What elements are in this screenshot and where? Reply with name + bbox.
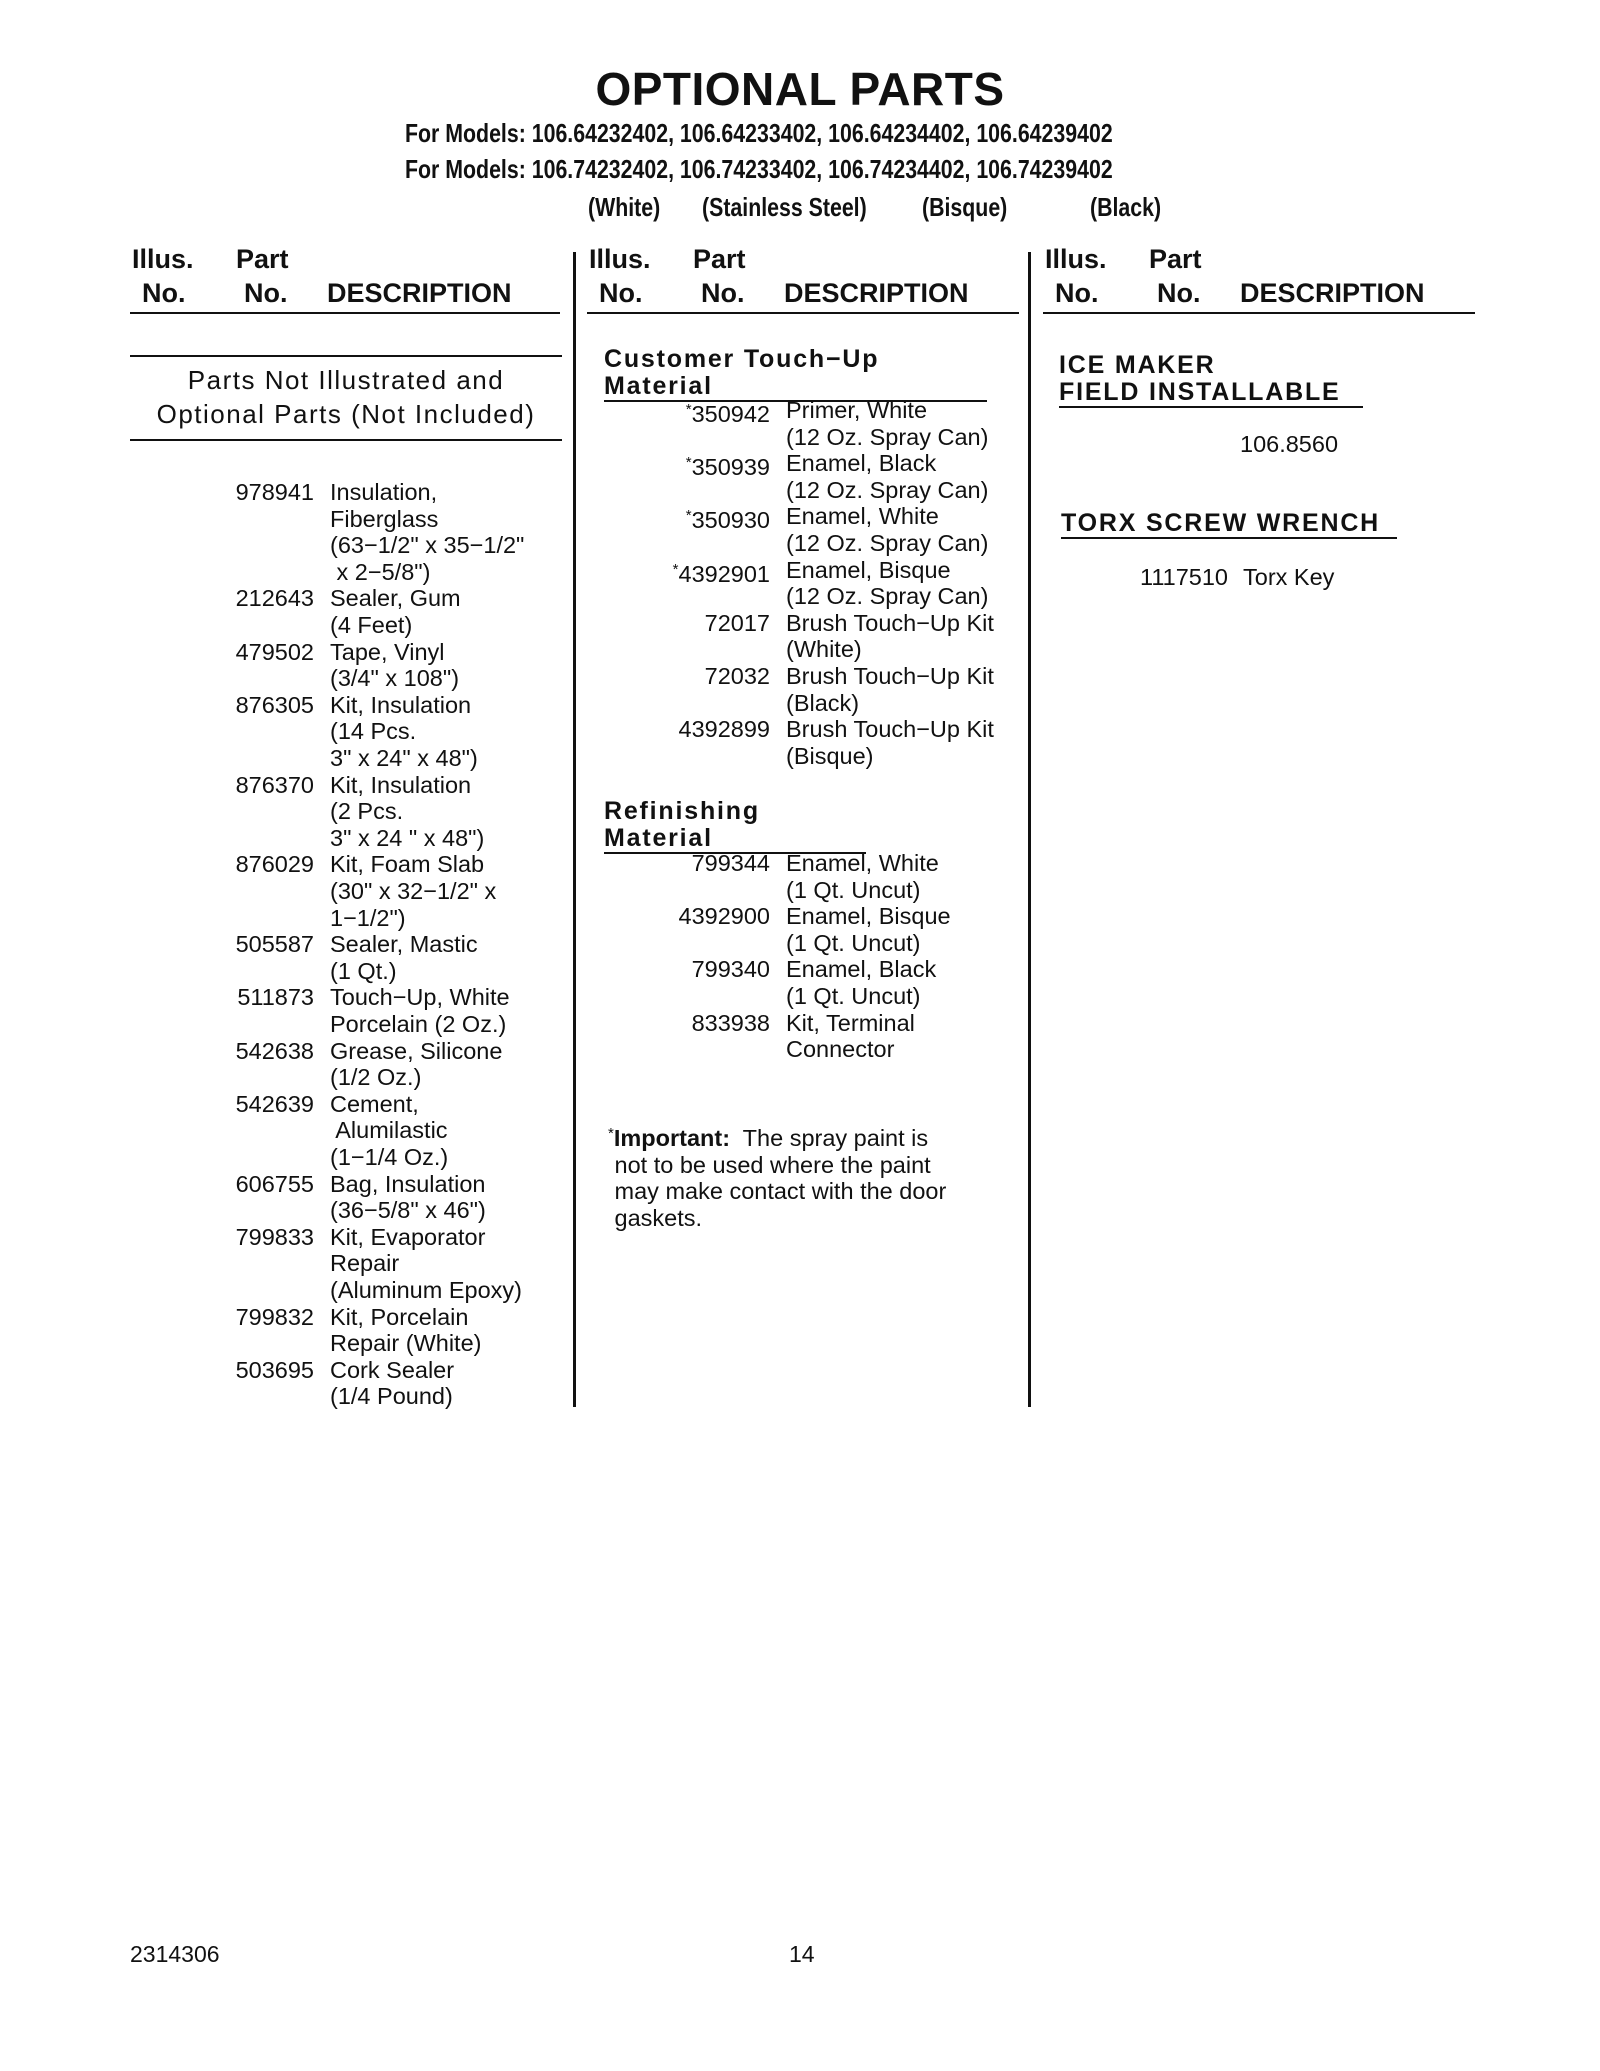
asterisk-mark: * (672, 560, 679, 578)
note-text: The spray paint is not to be used where the paint may make contact with the door gaskets. (614, 1125, 947, 1231)
asterisk-mark: * (685, 454, 692, 472)
column-header-1 (130, 244, 560, 314)
part-description: Enamel, Black (1 Qt. Uncut) (786, 956, 937, 1009)
section-torx-wrench: TORX SCREW WRENCH (1061, 510, 1397, 539)
header-part: Part (1149, 244, 1202, 274)
header-illus-no: No. (599, 278, 643, 308)
section-customer-touch-up: Customer Touch−Up Material (604, 346, 1024, 402)
part-description: Insulation, Fiberglass (63−1/2" x 35−1/2" x 2−5/8") (330, 479, 525, 585)
part-number: 876370 (235, 771, 314, 798)
section-not-illustrated (130, 355, 562, 441)
part-number: 212643 (235, 585, 314, 612)
column-header-3 (1043, 244, 1475, 314)
part-number: 72017 (704, 609, 770, 636)
header-part: Part (693, 244, 746, 274)
note-important-label: Important: (613, 1125, 731, 1151)
part-description: Cement, Alumilastic (1−1/4 Oz.) (330, 1090, 449, 1170)
part-number: 799833 (235, 1223, 314, 1250)
part-number: 479502 (235, 638, 314, 665)
header-illus: Illus. (132, 244, 194, 274)
column-divider-1 (573, 252, 576, 1407)
part-number: *350939 (685, 454, 770, 481)
part-number: 503695 (235, 1356, 314, 1383)
part-number: 833938 (691, 1009, 770, 1036)
part-description: Kit, Evaporator Repair (Aluminum Epoxy) (330, 1223, 522, 1303)
part-description: Bag, Insulation (36−5/8" x 46") (330, 1170, 486, 1224)
part-number: *4392901 (672, 560, 770, 587)
models-line-1: For Models: 106.64232402, 106.64233402, 106.64234402, 106.64239402 (405, 118, 1113, 148)
part-description: Kit, Insulation (14 Pcs. 3" x 24" x 48") (330, 691, 478, 771)
part-number: 799340 (691, 956, 770, 983)
part-description: Enamel, White (12 Oz. Spray Can) (786, 503, 989, 556)
part-description: Kit, Insulation (2 Pcs. 3" x 24 " x 48") (330, 771, 485, 851)
page-title: OPTIONAL PARTS (595, 63, 1005, 115)
part-number: 606755 (235, 1170, 314, 1197)
part-number: 542639 (235, 1090, 314, 1117)
part-description: Primer, White (12 Oz. Spray Can) (786, 397, 989, 450)
document-number: 2314306 (130, 1941, 220, 1967)
page-number: 14 (789, 1941, 815, 1967)
asterisk-mark: * (685, 507, 692, 525)
part-number: 72032 (704, 663, 770, 689)
color-stainless-steel: (Stainless Steel) (702, 192, 867, 222)
torx-description: Torx Key (1243, 564, 1335, 590)
column-divider-2 (1028, 252, 1031, 1407)
part-description: Kit, Foam Slab (30" x 32−1/2" x 1−1/2") (330, 851, 497, 931)
part-number: *350930 (685, 507, 770, 534)
section-ice-maker-line1: ICE MAKER (1059, 351, 1216, 379)
ice-maker-part-number: 106.8560 (1240, 431, 1339, 457)
header-part-no: No. (701, 278, 745, 308)
header-description: DESCRIPTION (784, 278, 969, 308)
part-number: 799344 (691, 850, 770, 876)
part-description: Enamel, Bisque (1 Qt. Uncut) (786, 903, 951, 956)
column-header-2 (587, 244, 1019, 314)
part-description: Brush Touch−Up Kit (Black) (786, 663, 994, 716)
part-number: 978941 (235, 479, 314, 505)
asterisk-mark: * (685, 401, 692, 418)
part-number: 542638 (235, 1037, 314, 1064)
part-number: 505587 (235, 931, 314, 958)
part-number: *350942 (685, 401, 770, 427)
header-description: DESCRIPTION (1240, 278, 1425, 308)
part-description: Cork Sealer (1/4 Pound) (330, 1356, 455, 1410)
color-bisque: (Bisque) (922, 192, 1008, 222)
section-refinishing: Refinishing Material (604, 798, 866, 854)
part-description: Grease, Silicone (1/2 Oz.) (330, 1037, 503, 1091)
torx-part-number: 1117510 (1140, 564, 1228, 590)
note-asterisk: * (608, 1125, 614, 1142)
part-description: Sealer, Mastic (1 Qt.) (330, 931, 478, 984)
section-ice-maker-line2: FIELD INSTALLABLE (1059, 379, 1363, 408)
header-part-no: No. (1157, 278, 1201, 308)
header-part: Part (236, 244, 289, 274)
color-white: (White) (588, 192, 661, 222)
part-description: Brush Touch−Up Kit (Bisque) (786, 716, 994, 769)
part-number: 876029 (235, 851, 314, 878)
part-description: Enamel, Black (12 Oz. Spray Can) (786, 450, 989, 503)
header-part-no: No. (244, 278, 288, 308)
header-illus: Illus. (589, 244, 651, 274)
part-description: Brush Touch−Up Kit (White) (786, 609, 994, 663)
part-number: 799832 (235, 1303, 314, 1330)
section-not-illustrated-line1: Parts Not Illustrated and (187, 365, 505, 395)
header-illus: Illus. (1045, 244, 1107, 274)
part-description: Kit, Terminal Connector (786, 1009, 915, 1063)
color-black: (Black) (1090, 192, 1162, 222)
models-line-2: For Models: 106.74232402, 106.74233402, 106.74234402, 106.74239402 (405, 154, 1113, 184)
part-description: Enamel, Bisque (12 Oz. Spray Can) (786, 556, 989, 610)
header-illus-no: No. (1055, 278, 1099, 308)
section-not-illustrated-line2: Optional Parts (Not Included) (156, 399, 536, 429)
part-number: 876305 (235, 691, 314, 718)
part-description: Kit, Porcelain Repair (White) (330, 1303, 482, 1357)
part-number: 4392899 (678, 716, 770, 743)
part-description: Touch−Up, White Porcelain (2 Oz.) (330, 984, 510, 1037)
part-number: 4392900 (678, 903, 770, 930)
part-number: 511873 (237, 984, 314, 1011)
part-description: Tape, Vinyl (3/4" x 108") (330, 638, 460, 692)
header-illus-no: No. (142, 278, 186, 308)
part-description: Sealer, Gum (4 Feet) (330, 585, 461, 638)
section-ice-maker (1059, 352, 1363, 408)
part-description: Enamel, White (1 Qt. Uncut) (786, 850, 939, 903)
important-note (608, 1121, 998, 1231)
header-description: DESCRIPTION (327, 278, 512, 308)
